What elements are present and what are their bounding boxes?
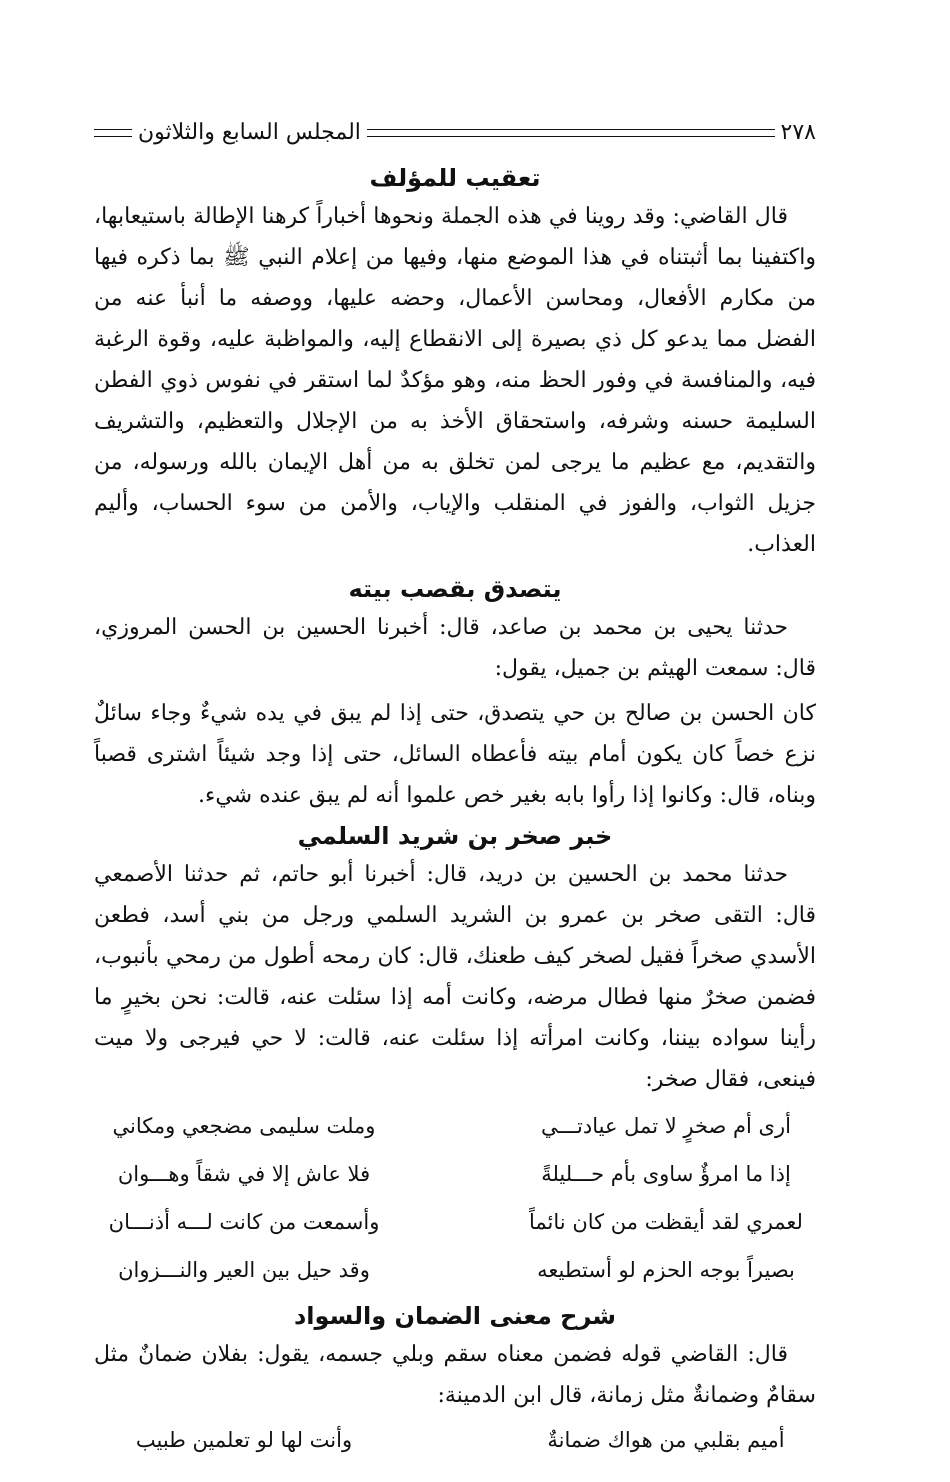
section-heading: يتصدق بقصب بيته	[348, 575, 562, 603]
poem	[94, 1418, 816, 1462]
page-number: ٢٧٨	[780, 120, 816, 145]
verse-second-hemistich: وأنت لها لو تعلمين طبيب	[135, 1428, 353, 1452]
paragraph: كان الحسن بن صالح بن حي يتصدق، حتى إذا لم يبق في يده شيءٌ وجاء سائلٌ نزع خصاً كان يكون أمام بيته فأعطاه السائل، حتى إذا وجد شيئاً اشترى قصباً وبناه، قال: وكانوا إذا رأوا بابه بغير خص علموا أنه لم يبق عنده شيء.	[94, 701, 816, 808]
poem-verse	[94, 1418, 816, 1462]
page-header	[94, 118, 816, 148]
verse-second-hemistich: وأسمعت من كانت لـــه أذنـــان	[108, 1210, 380, 1234]
verse-second-hemistich: وملت سليمى مضجعي ومكاني	[112, 1114, 376, 1138]
header-rule-short	[94, 129, 132, 137]
verse-first-hemistich: إذا ما امرؤٌ ساوى بأم حـــليلةً	[541, 1162, 791, 1186]
verse-second-hemistich: فلا عاش إلا في شقاً وهـــوان	[117, 1162, 371, 1186]
paragraph: حدثنا محمد بن الحسين بن دريد، قال: أخبرنا أبو حاتم، ثم حدثنا الأصمعي قال: التقى صخر بن عمرو بن الشريد السلمي ورجل من بني أسد، فطعن الأسدي صخراً فقيل لصخر كيف طعنك، قال: كان رمحه أطول من رمحي بأنبوب، فضمن صخرٌ منها فطال مرضه، وكانت أمه إذا سئلت عنه، قالت: نحن بخيرٍ ما رأينا سواده بيننا، وكانت امرأته إذا سئلت عنه، قالت: لا حي فيرجى ولا ميت فينعى، فقال صخر:	[94, 862, 816, 1092]
paragraph: قال القاضي: وقد روينا في هذه الجملة ونحوها أخباراً كرهنا الإطالة باستيعابها، واكتفينا بما أثبتناه في هذا الموضع منها، وفيها من إعلام النبي ﷺ بما ذكره فيها من مكارم الأفعال، ومحاسن الأعمال، وحضه عليها، ووصفه ما أنبأ عنه من الفضل مما يدعو كل ذي بصيرة إلى الانقطاع إليه، والمواظبة عليه، وقوة الرغبة فيه، والمنافسة في وفور الحظ منه، وهو مؤكدٌ لما استقر في نفوس ذوي الفطن السليمة حسنه وشرفه، واستحقاق الأخذ به من الإجلال والتعظيم، والتشريف والتقديم، مع عظيم ما يرجى لمن تخلق به من أهل الإيمان بالله ورسوله، من جزيل الثواب، والفوز في المنقلب والإياب، والأمن من سوء الحساب، وأليم العذاب.	[94, 204, 816, 557]
header-rule	[367, 129, 775, 137]
poem	[94, 1102, 816, 1294]
verse-second-hemistich: وقد حيل بين العير والنـــزوان	[118, 1258, 370, 1282]
section-heading: تعقيب للمؤلف	[369, 164, 541, 192]
poem-verse	[94, 1102, 816, 1150]
section-heading: شرح معنى الضمان والسواد	[293, 1302, 617, 1330]
page-body	[94, 160, 816, 1466]
verse-first-hemistich: لعمري لقد أيقظت من كان نائماً	[529, 1210, 803, 1234]
poem-verse	[94, 1150, 816, 1198]
paragraph: قال: القاضي قوله فضمن معناه سقم وبلي جسمه، يقول: بفلان ضمانٌ مثل سقامٌ وضمانةٌ مثل زمانة، قال ابن الدمينة:	[94, 1342, 816, 1408]
section-heading: خبر صخر بن شريد السلمي	[297, 822, 613, 850]
poem-verse	[94, 1246, 816, 1294]
verse-first-hemistich: بصيراً بوجه الحزم لو أستطيعه	[537, 1258, 795, 1282]
running-title: المجلس السابع والثلاثون	[138, 120, 361, 145]
verse-first-hemistich: أميم بقلبي من هواك ضمانةٌ	[547, 1428, 785, 1452]
verse-first-hemistich: أرى أم صخرٍ لا تمل عيادتـــي	[541, 1114, 791, 1138]
paragraph: حدثنا يحيى بن محمد بن صاعد، قال: أخبرنا الحسين بن الحسن المروزي، قال: سمعت الهيثم بن جميل، يقول:	[94, 615, 816, 681]
poem-verse	[94, 1198, 816, 1246]
